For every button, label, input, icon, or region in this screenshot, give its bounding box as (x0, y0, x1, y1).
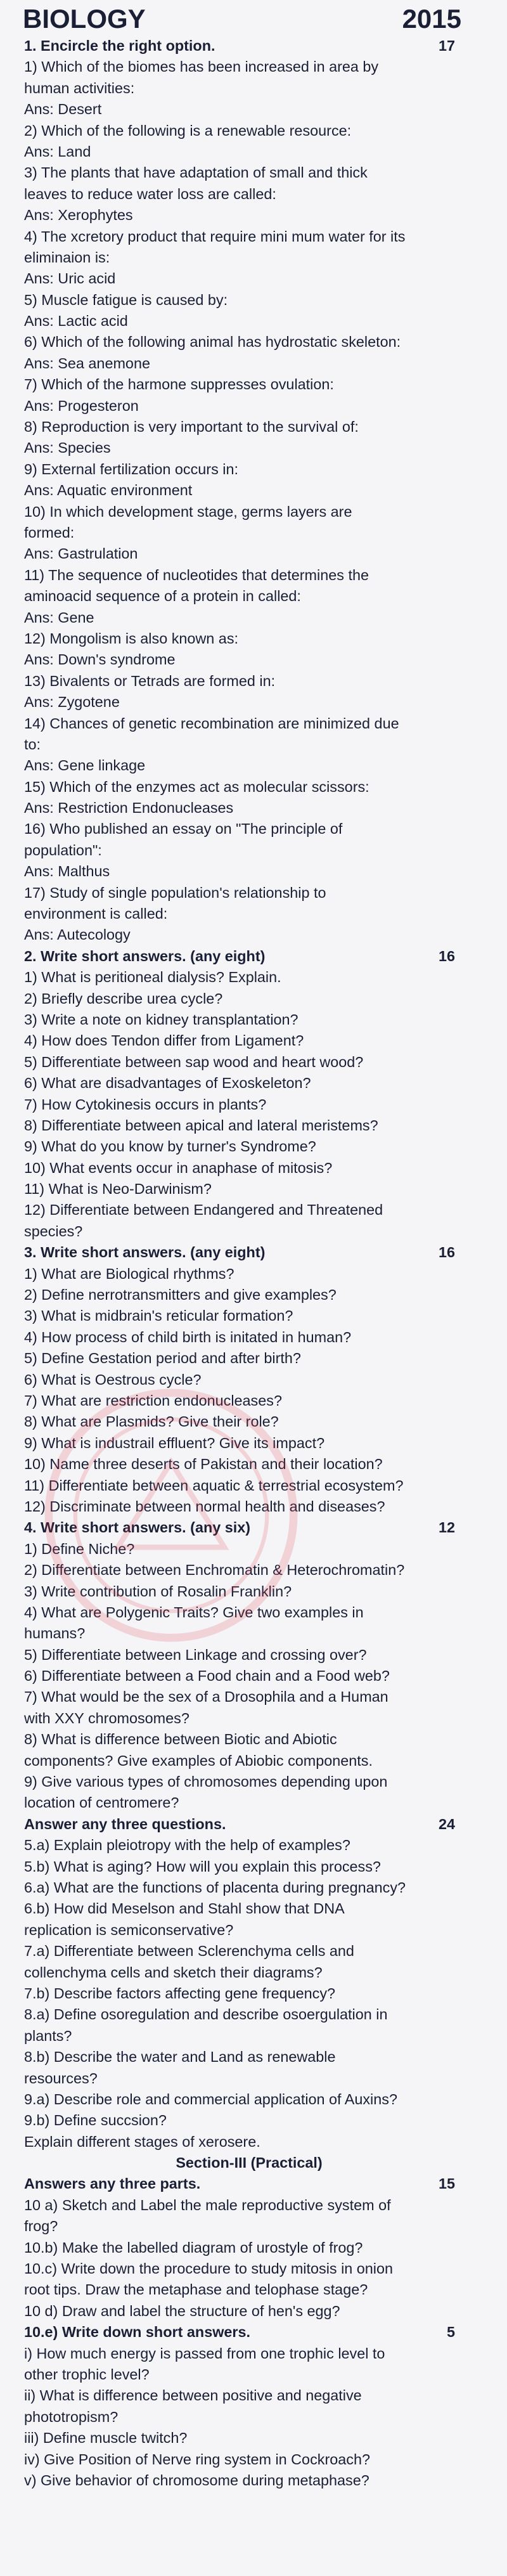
question-line: to: (24, 735, 41, 753)
question-line: 12) Mongolism is also known as: (24, 630, 239, 647)
question-line: 11) The sequence of nucleotides that determines the (24, 566, 369, 583)
question-line: components? Give examples of Abiobic components. (24, 1752, 373, 1769)
answer-line: Ans: Species (24, 439, 111, 456)
question-line: 4) What are Polygenic Traits? Give two examples in (24, 1603, 364, 1621)
answer-line: Ans: Sea anemone (24, 354, 150, 372)
section-marks: 5 (446, 2324, 455, 2341)
question-line: i) How much energy is passed from one trophic level to (24, 2345, 385, 2362)
question-line: 6) What are disadvantages of Exoskeleton? (24, 1075, 311, 1092)
question-line: 8.a) Define osoregulation and describe osoergulation in (24, 2006, 388, 2023)
question-line: ii) What is difference between positive and negative (24, 2387, 362, 2404)
question-line: 1) What is peritioneal dialysis? Explain. (24, 969, 281, 986)
answer-line: Ans: Aquatic environment (24, 482, 193, 499)
section-heading (24, 2173, 499, 2194)
question-line: 8.b) Describe the water and Land as renewable (24, 2049, 336, 2066)
answer-line: Ans: Xerophytes (24, 207, 133, 224)
question-line: 3) Write a note on kidney transplantation? (24, 1011, 298, 1028)
question-line: 5) Differentiate between sap wood and heart wood? (24, 1053, 364, 1070)
question-line: 2) Which of the following is a renewable resource: (24, 122, 352, 139)
question-line: Explain different stages of xerosere. (24, 2133, 260, 2150)
question-line: 17) Study of single population's relationship to (24, 884, 326, 901)
answer-line: Ans: Gastrulation (24, 545, 138, 562)
question-line: replication is semiconservative? (24, 1921, 234, 1938)
exam-year: 2015 (402, 4, 461, 34)
question-line: 3) Write contribution of Rosalin Franklin? (24, 1582, 292, 1600)
question-line: humans? (24, 1625, 86, 1642)
question-line: 7) How Cytokinesis occurs in plants? (24, 1096, 267, 1113)
question-line: 1) Which of the biomes has been increased in area by (24, 58, 379, 75)
question-line: 9.a) Describe role and commercial application of Auxins? (24, 2090, 397, 2107)
question-line: 14) Chances of genetic recombination are minimized due (24, 715, 399, 732)
answer-line: Ans: Uric acid (24, 270, 116, 287)
question-line: eliminaion is: (24, 249, 110, 266)
question-line: 10.b) Make the labelled diagram of urostyle of frog? (24, 2239, 363, 2256)
question-line: 8) What are Plasmids? Give their role? (24, 1413, 279, 1430)
answer-line: Ans: Progesteron (24, 397, 139, 414)
section-heading-text: Answers any three parts. (24, 2175, 201, 2192)
question-line: 7) What would be the sex of a Drosophila and a Human (24, 1688, 388, 1705)
question-line: 11) What is Neo-Darwinism? (24, 1181, 212, 1198)
question-line: 8) Reproduction is very important to the survival of: (24, 418, 359, 436)
question-line: phototropism? (24, 2408, 119, 2425)
question-line: root tips. Draw the metaphase and telophase stage? (24, 2281, 368, 2298)
section-heading (24, 946, 499, 967)
question-line: 9.b) Define succsion? (24, 2112, 167, 2129)
question-line: 12) Discriminate between normal health and diseases? (24, 1498, 385, 1515)
answer-line: Ans: Land (24, 143, 91, 160)
question-line: 9) Give various types of chromosomes depending upon (24, 1773, 388, 1790)
question-line: 16) Who published an essay on "The principle of (24, 820, 343, 838)
question-line: 15) Which of the enzymes act as molecular scissors: (24, 778, 369, 795)
question-line: 9) What is industrail effluent? Give its impact? (24, 1434, 325, 1451)
question-line: 10) In which development stage, germs layers are (24, 503, 352, 520)
question-line: 1) What are Biological rhythms? (24, 1265, 234, 1282)
question-line: frog? (24, 2218, 58, 2235)
question-line: 9) What do you know by turner's Syndrome? (24, 1138, 316, 1155)
question-line: 6.b) How did Meselson and Stahl show that DNA (24, 1900, 345, 1917)
section-heading (24, 2322, 499, 2343)
question-list (23, 36, 499, 2491)
question-line: 7) Which of the harmone suppresses ovulation: (24, 376, 334, 393)
question-line: leaves to reduce water loss are called: (24, 185, 276, 202)
question-line: aminoacid sequence of a protein in called: (24, 588, 301, 605)
question-line: 8) Differentiate between apical and lateral meristems? (24, 1116, 378, 1134)
question-line: 7) What are restriction endonucleases? (24, 1392, 282, 1409)
question-line: iii) Define muscle twitch? (24, 2430, 188, 2447)
question-line: 9) External fertilization occurs in: (24, 460, 238, 477)
answer-line: Ans: Down's syndrome (24, 651, 176, 668)
question-line: v) Give behavior of chromosome during metaphase? (24, 2471, 369, 2489)
question-line: population": (24, 841, 102, 858)
question-line: 6) What is Oestrous cycle? (24, 1371, 202, 1388)
question-line: 10 d) Draw and label the structure of hen's egg? (24, 2302, 340, 2319)
answer-line: Ans: Desert (24, 101, 102, 118)
question-line: other trophic level? (24, 2366, 150, 2383)
question-line: 10) What events occur in anaphase of mitosis? (24, 1159, 333, 1176)
section-marks: 12 (438, 1519, 455, 1536)
section-marks: 17 (438, 37, 455, 54)
question-line: formed: (24, 524, 75, 541)
question-line: 6) Which of the following animal has hydrostatic skeleton: (24, 333, 401, 351)
question-line: 2) Differentiate between Enchromatin & Heterochromatin? (24, 1562, 405, 1579)
section-heading-text: 4. Write short answers. (any six) (24, 1519, 251, 1536)
question-line: 5) Differentiate between Linkage and crossing over? (24, 1646, 367, 1663)
section-marks: 15 (438, 2175, 455, 2192)
question-line: 7.a) Differentiate between Sclerenchyma cells and (24, 1943, 354, 1960)
section-heading (24, 36, 499, 56)
question-line: 5.a) Explain pleiotropy with the help of examples? (24, 1837, 350, 1854)
answer-line: Ans: Restriction Endonucleases (24, 799, 234, 817)
question-line: 10) Name three deserts of Pakistan and their location? (24, 1456, 383, 1473)
question-line: 4) The xcretory product that require mini mum water for its (24, 228, 406, 245)
section-heading (24, 1517, 499, 1538)
question-line: 5) Define Gestation period and after birth? (24, 1350, 301, 1367)
answer-line: Ans: Autecology (24, 926, 131, 943)
question-line: environment is called: (24, 905, 168, 922)
section-heading-text: 3. Write short answers. (any eight) (24, 1244, 266, 1261)
section-heading-text: 1. Encircle the right option. (24, 37, 215, 54)
question-line: 12) Differentiate between Endangered and Threatened (24, 1201, 383, 1219)
question-line: 6) Differentiate between a Food chain and a Food web? (24, 1667, 390, 1685)
paper-header (23, 3, 499, 36)
section-heading-text: 2. Write short answers. (any eight) (24, 947, 266, 964)
question-line: 1) Define Niche? (24, 1540, 135, 1557)
section-marks: 16 (438, 1244, 455, 1261)
question-line: 2) Define nerrotransmitters and give examples? (24, 1286, 337, 1304)
section-marks: 24 (438, 1815, 455, 1832)
question-line: 3) The plants that have adaptation of small and thick (24, 164, 368, 181)
question-line: resources? (24, 2069, 98, 2087)
question-line: 7.b) Describe factors affecting gene frequency? (24, 1984, 336, 2002)
question-line: 8) What is difference between Biotic and Abiotic (24, 1731, 337, 1748)
section-marks: 16 (438, 947, 455, 964)
question-line: 2) Briefly describe urea cycle? (24, 990, 223, 1007)
question-line: location of centromere? (24, 1794, 179, 1811)
question-line: 6.a) What are the functions of placenta during pregnancy? (24, 1879, 406, 1896)
question-line: 10 a) Sketch and Label the male reproductive system of (24, 2196, 391, 2213)
section-heading-text: Answer any three questions. (24, 1815, 226, 1832)
answer-line: Ans: Lactic acid (24, 313, 128, 330)
question-line: 10.c) Write down the procedure to study mitosis in onion (24, 2260, 394, 2277)
answer-line: Ans: Malthus (24, 863, 110, 880)
section-heading (24, 1814, 499, 1835)
question-line: human activities: (24, 79, 135, 96)
question-line: 5.b) What is aging? How will you explain this process? (24, 1858, 381, 1875)
question-line: 11) Differentiate between aquatic & terrestrial ecosystem? (24, 1477, 404, 1494)
section-title: Section-III (Practical) (176, 2154, 323, 2171)
question-line: species? (24, 1222, 83, 1239)
question-line: iv) Give Position of Nerve ring system in Cockroach? (24, 2450, 370, 2468)
question-line: with XXY chromosomes? (24, 1709, 189, 1726)
question-line: 13) Bivalents or Tetrads are formed in: (24, 672, 276, 689)
answer-line: Ans: Zygotene (24, 694, 120, 711)
section-heading (24, 1242, 499, 1263)
question-line: collenchyma cells and sketch their diagrams? (24, 1964, 323, 1981)
answer-line: Ans: Gene (24, 609, 94, 626)
question-line: 4) How process of child birth is initated in human? (24, 1328, 352, 1345)
section-heading-text: 10.e) Write down short answers. (24, 2324, 251, 2341)
answer-line: Ans: Gene linkage (24, 757, 146, 774)
question-line: 5) Muscle fatigue is caused by: (24, 291, 228, 308)
subject-title: BIOLOGY (23, 4, 146, 34)
question-line: 3) What is midbrain's reticular formation? (24, 1307, 293, 1324)
question-line: 4) How does Tendon differ from Ligament? (24, 1032, 304, 1049)
question-line: plants? (24, 2027, 72, 2044)
